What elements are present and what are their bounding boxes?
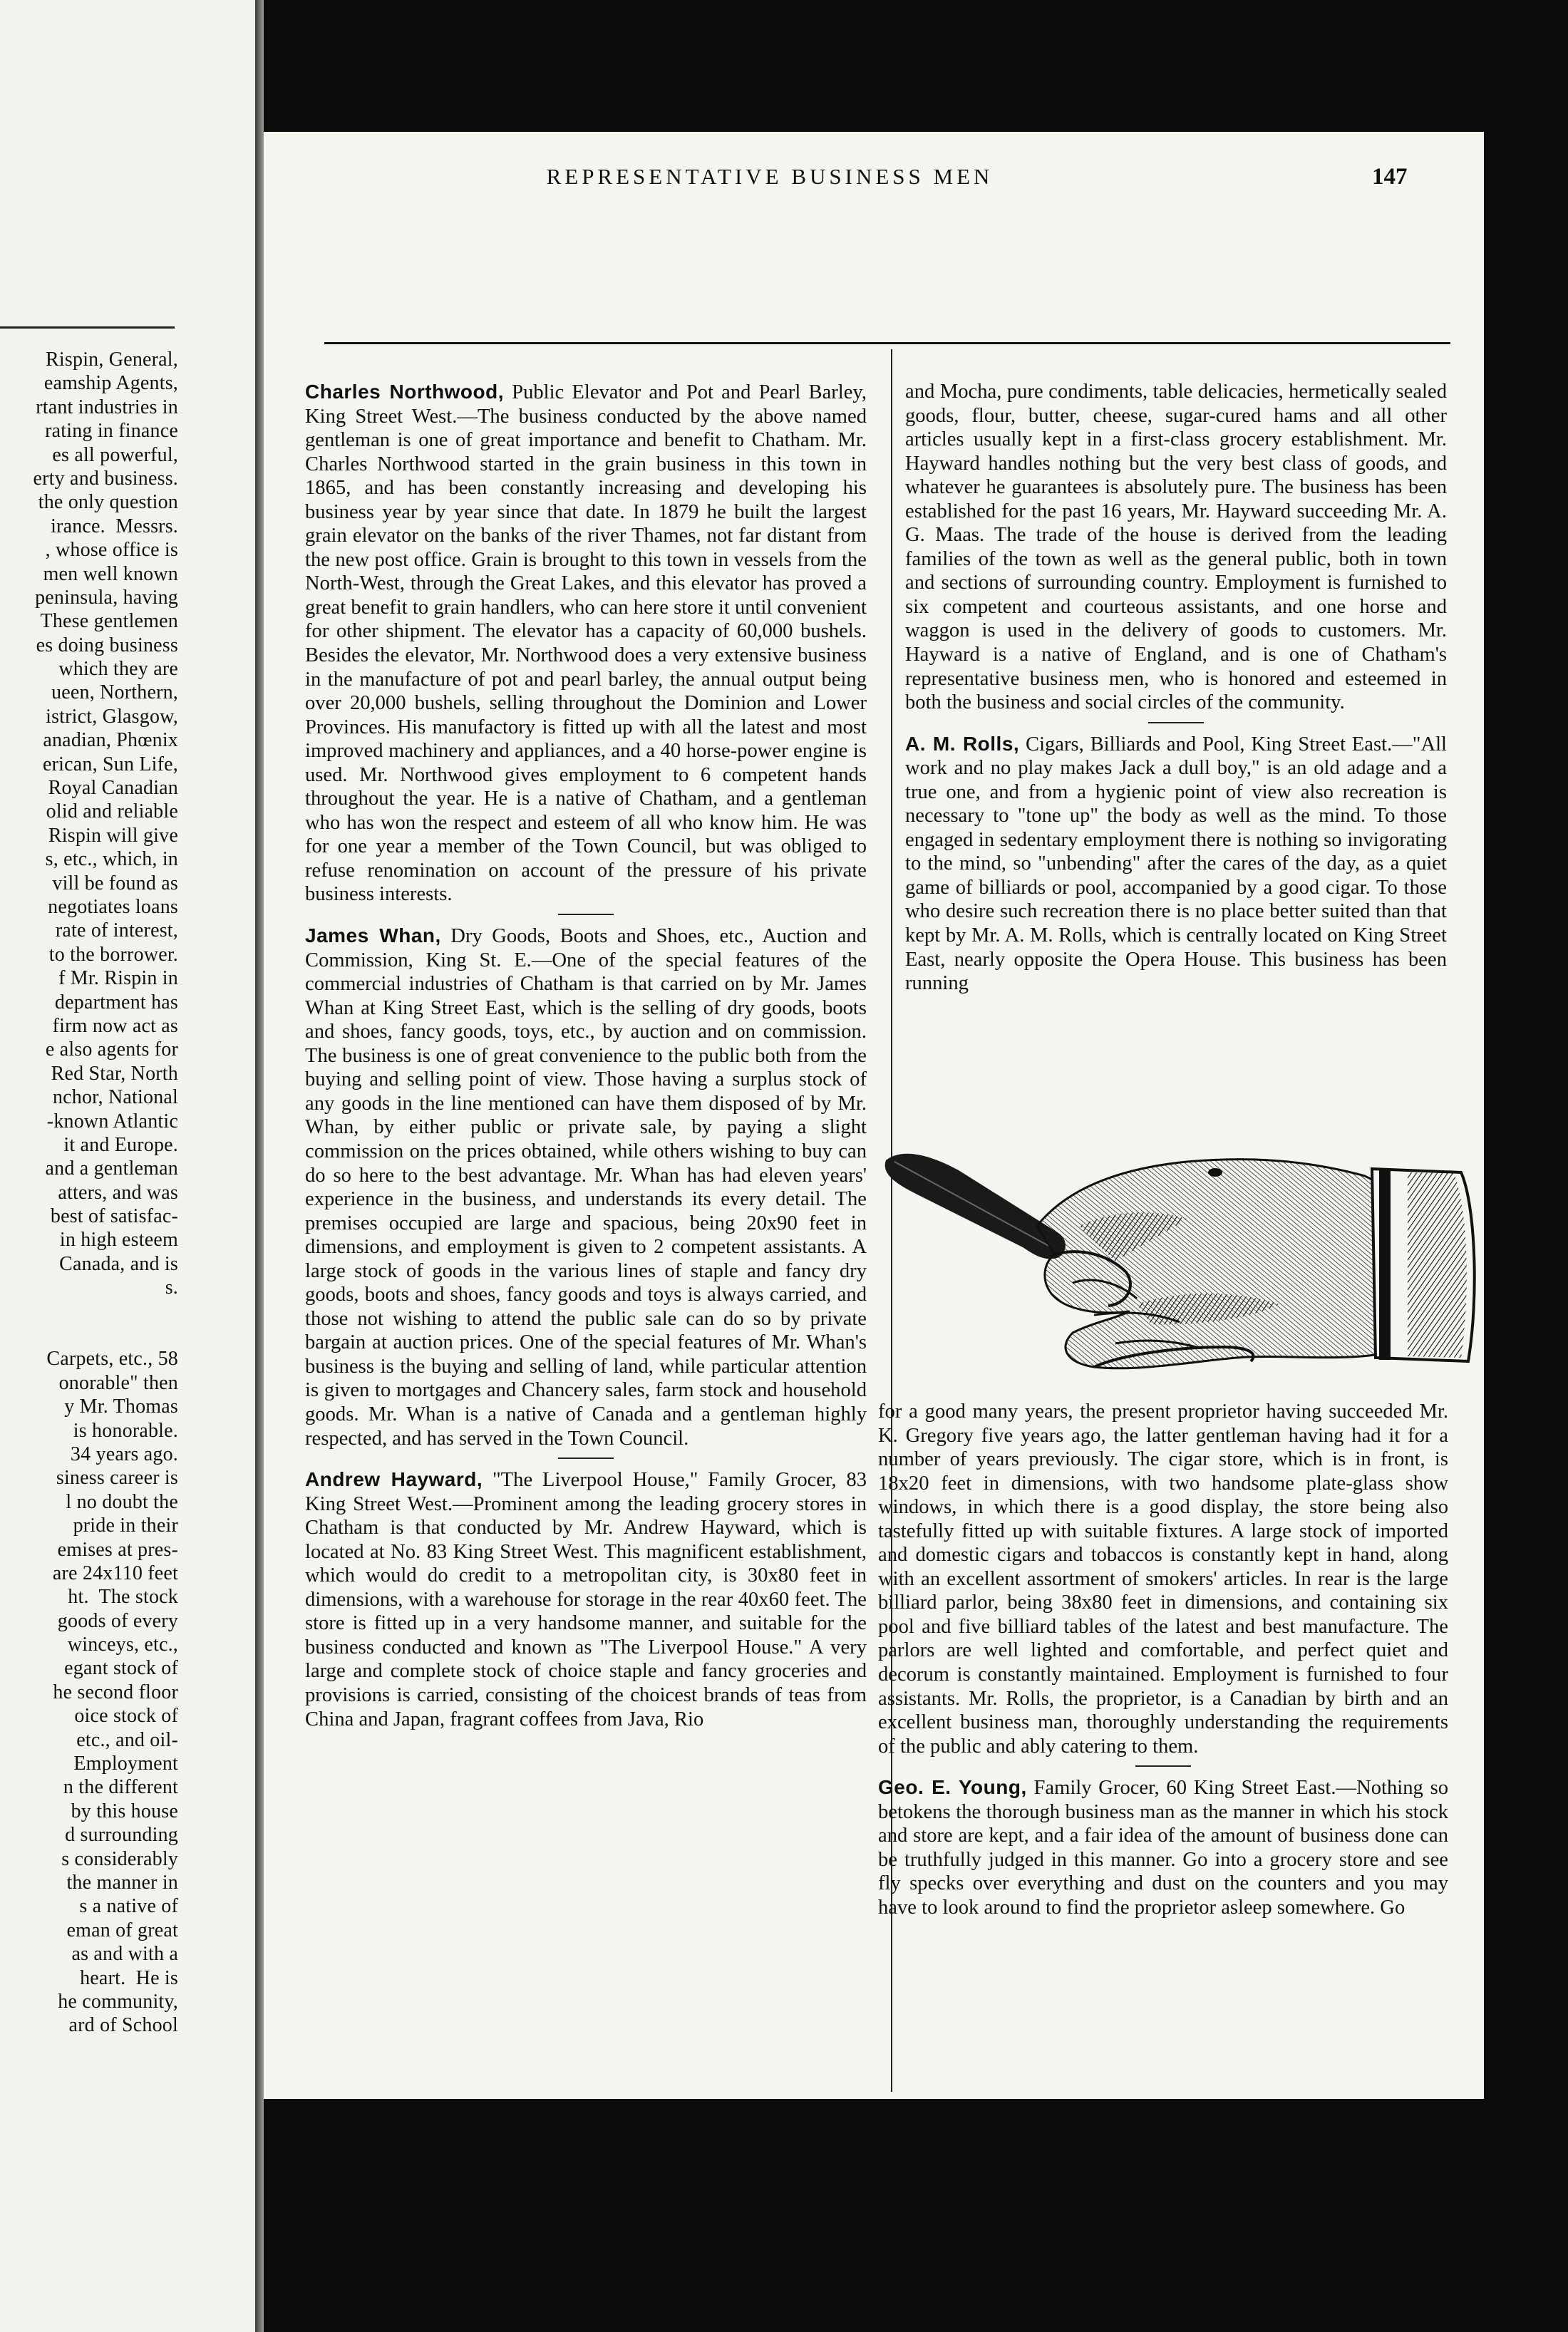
facing-page-line: it and Europe. <box>63 1133 178 1156</box>
facing-page-line: as and with a <box>71 1943 178 1966</box>
facing-page-line: men well known <box>43 562 178 585</box>
facing-page-line: Canada, and is <box>59 1252 178 1275</box>
facing-page-line: e also agents for <box>45 1038 178 1061</box>
gutter <box>255 0 264 2332</box>
right-column-top <box>905 380 1447 996</box>
facing-page-line: s considerably <box>61 1847 178 1870</box>
entry-body: Public Elevator and Pot and Pearl Barley, King Street West.—The business conducted by the above named gentleman is one of great importance and benefit to Chatham. Mr. Charles Northwood started in the grain business in this town in 1865, and has been constantly increasing and developing his business year by year since that date. In 1879 he built the largest grain elevator on the banks of the river Thames, not far distant from the new post office. Grain is brought to this town in vessels from the North-West, through the Great Lakes, and this elevator has proved a great benefit to grain handlers, who can here store it until convenient for other shipment. The elevator has a capacity of 60,000 bushels. Besides the elevator, Mr. Northwood does a very extensive business in the manufacture of pot and pearl barley, the annual output being over 20,000 bushels, selling throughout the Dominion and Lower Provinces. His manufactory is fitted up with all the latest and most improved machinery and appliances, and a 40 horse-power engine is used. Mr. Northwood gives employment to 6 competent hands throughout the year. He is a native of Chatham, and a gentleman who has won the respect and esteem of all who know him. He was for one year a member of the Town Council, but was obliged to refuse renomination on account of the pressure of his private business interests. <box>305 381 867 906</box>
entry-body: Dry Goods, Boots and Shoes, etc., Auction and Commission, King St. E.—One of the special features of the commercial industries of Chatham is that carried on by Mr. James Whan at King Street East, which is the selling of dry goods, boots and shoes, fancy goods, toys, etc., by auction and on commission. The business is one of great convenience to the public both from the buying and selling point of view. Those having a surplus stock of any goods in the line mentioned can have them disposed of by Mr. Whan, by either public or private sale, by paying a slight commission on the prices obtained, while others wishing to buy can do so here to the best advantage. Mr. Whan has had eleven years' experience in the business, and understands its every detail. The premises occupied are large and spacious, being 20x90 feet in dimensions, and employment is given to 2 competent assistants. A large stock of goods in the various lines of staple and fancy dry goods, boots and shoes, fancy goods and toys is always carried, and those not wishing to attend the public sale can do so by private bargain at auction prices. One of the special features of Mr. Whan's business is the buying and selling of land, while particular attention is given to mortgages and Chancery sales, farm stock and household goods. Mr. Whan is a native of Canada and a gentleman highly respected, and has served in the Town Council. <box>305 925 867 1450</box>
facing-page-line: are 24x110 feet <box>52 1562 178 1584</box>
entry-hayward-continued: and Mocha, pure condiments, table delicacies, hermetically sealed goods, flour, butter, cheese, sugar-cured hams and all other articles usually kept in a first-class grocery establishment. Mr. Hayward handles nothing but the very best class of goods, and whatever he guarantees is absolutely pure. The business has been established for the past 16 years, Mr. Hayward succeeding Mr. A. G. Maas. The trade of the house is derived from the leading families of the town as well as the general public, both in town and sections of surrounding country. Employment is furnished to six competent and courteous assistants, and one horse and waggon is used in the delivery of goods to customers. Mr. Hayward is a native of England, and is one of Chatham's representative business men, who is honored and esteemed in both the business and social circles of the community. <box>905 381 1447 714</box>
facing-page-line: is honorable. <box>73 1419 178 1442</box>
entry-body: "The Liverpool House," Family Grocer, 83 King Street West.—Prominent among the leading grocery stores in Chatham is that conducted by Mr. Andrew Hayward, which is located at No. 83 King Street West. This magnificent establishment, which would do credit to a metropolitan city, is 30x80 feet in dimensions, with a warehouse for storage in the rear 40x60 feet. The store is fitted up in a very handsome manner, and suitable for the business conducted and known as "The Liverpool House." A very large and complete stock of choice staple and fancy groceries and provisions is carried, consisting of the choicest brands of teas from China and Japan, fragrant coffees from Java, Rio <box>305 1469 867 1730</box>
facing-page-line: he community, <box>58 1990 178 2013</box>
entry-young <box>878 1775 1448 1919</box>
facing-page-line: eamship Agents, <box>43 372 178 395</box>
facing-page-line: egant stock of <box>64 1657 178 1680</box>
facing-page-line: Employment <box>73 1753 178 1775</box>
facing-page-line: erican, Sun Life, <box>43 753 178 775</box>
facing-page-line: s. <box>165 1276 178 1299</box>
facing-page-line: olid and reliable <box>46 800 178 823</box>
facing-page-line: es all powerful, <box>52 443 178 466</box>
facing-page-line: rtant industries in <box>36 396 178 418</box>
facing-page-line: es doing business <box>36 634 178 656</box>
entry-heading: James Whan, <box>305 924 441 947</box>
facing-page-line: Red Star, North <box>51 1062 178 1085</box>
facing-page-line: etc., and oil- <box>76 1728 178 1751</box>
facing-page-line: and a gentleman <box>45 1157 178 1180</box>
facing-page-line: he second floor <box>53 1681 178 1703</box>
running-head: REPRESENTATIVE BUSINESS MEN <box>546 164 994 189</box>
facing-page-line: erty and business. <box>33 467 178 490</box>
entry-heading: A. M. Rolls, <box>905 732 1020 755</box>
facing-page-line: peninsula, having <box>35 586 178 609</box>
facing-page <box>0 0 255 2332</box>
facing-page-line: the only question <box>38 491 178 514</box>
header-rule <box>324 342 1450 344</box>
facing-page-line: istrict, Glasgow, <box>46 705 178 728</box>
entry-separator <box>1135 1765 1191 1767</box>
facing-page-line: heart. He is <box>80 1966 178 1989</box>
facing-page-line: d surrounding <box>65 1824 178 1847</box>
entry-rolls-continued: for a good many years, the present proprietor having succeeded Mr. K. Gregory five years ago, the latter gentleman having had it for a number of years previously. The cigar store, which is in front, is 18x20 feet in dimensions, with two handsome plate-glass show windows, in which there is a good display, the store being also tastefully fitted up with suitable fixtures. A large stock of imported and domestic cigars and tobaccos is constantly kept in hand, along with an excellent assortment of smokers' articles. In rear is the large billiard parlor, being 38x80 feet in dimensions, and containing six pool and five billiard tables of the latest and best manufacture. The parlors are well lighted and comfortable, and perfect quiet and decorum is constantly maintained. Employment is furnished to four assistants. Mr. Rolls, the proprietor, is a Canadian by birth and an excellent business man, thoroughly understanding the requirements of the public and ably catering to them. <box>878 1400 1448 1758</box>
entry-rolls <box>905 732 1447 996</box>
facing-page-line: irance. Messrs. <box>51 515 178 537</box>
facing-page-line: oice stock of <box>74 1705 178 1728</box>
facing-page-line: f Mr. Rispin in <box>58 967 178 990</box>
facing-page-line: ht. The stock <box>68 1586 178 1609</box>
entry-heading: Geo. E. Young, <box>878 1776 1027 1799</box>
facing-page-line: department has <box>54 991 178 1013</box>
facing-page-rule <box>0 326 175 329</box>
entry-separator <box>558 1458 614 1459</box>
facing-page-line: pride in their <box>73 1515 178 1537</box>
facing-page-line: Carpets, etc., 58 <box>46 1348 178 1371</box>
facing-page-line: to the borrower. <box>48 943 178 966</box>
facing-page-line: the manner in <box>66 1872 178 1894</box>
entry-heading: Charles Northwood, <box>305 381 505 403</box>
facing-page-line: which they are <box>58 658 178 681</box>
entry-hayward <box>305 1467 867 1731</box>
entry-body: Cigars, Billiards and Pool, King Street East.—"All work and no play makes Jack a dull boy," is an old adage and a true one, and from a hygienic point of view also recreation is necessary to "tone up" the body as well as the mind. To those engaged in sedentary employment there is nothing so invigorating to the mind, so "unbending" after the cares of the day, as a quiet game of billiards or pool, accompanied by a good cigar. To those who desire such recreation there is no place better suited than that kept by Mr. A. M. Rolls, which is centrally located on King Street East, nearly opposite the Opera House. This business has been running <box>905 733 1447 995</box>
entry-whan <box>305 924 867 1450</box>
facing-page-line: by this house <box>71 1800 178 1822</box>
hand-with-cigar-illustration <box>880 1140 1486 1393</box>
left-column <box>305 380 867 1731</box>
facing-page-line: goods of every <box>57 1609 178 1632</box>
facing-page-line: n the different <box>63 1776 178 1799</box>
entry-northwood <box>305 380 867 907</box>
facing-page-line: Royal Canadian <box>48 777 178 800</box>
facing-page-line: emises at pres- <box>57 1538 178 1561</box>
facing-page-line: anadian, Phœnix <box>43 729 178 752</box>
facing-page-line <box>0 1324 178 1347</box>
facing-page-line: winceys, etc., <box>67 1634 178 1656</box>
facing-page-line: 34 years ago. <box>70 1443 178 1465</box>
facing-page-line: in high esteem <box>59 1229 178 1252</box>
right-column-bottom <box>878 1400 1448 1919</box>
facing-page-line: firm now act as <box>52 1014 178 1037</box>
facing-page-line: Rispin will give <box>48 824 178 847</box>
facing-page-line: onorable" then <box>58 1371 178 1394</box>
entry-body: Family Grocer, 60 King Street East.—Nothing so betokens the thorough business man as the manner in which his stock and store are kept, and a fair idea of the amount of business done can be truthfully judged in this manner. Go into a grocery store and see fly specks over everything and dust on the counters and you may have to look around to find the proprietor asleep somewhere. Go <box>878 1777 1448 1919</box>
facing-page-line: s, etc., which, in <box>45 848 178 871</box>
facing-page-line: siness career is <box>56 1467 178 1490</box>
facing-page-line: atters, and was <box>58 1181 178 1204</box>
facing-page-line <box>0 1300 178 1324</box>
facing-page-line: rate of interest, <box>55 919 178 942</box>
facing-page-line: Rispin, General, <box>46 349 178 371</box>
facing-page-text <box>0 348 178 2038</box>
entry-separator <box>558 914 614 915</box>
facing-page-line: best of satisfac- <box>50 1205 178 1228</box>
facing-page-line: eman of great <box>66 1919 178 1941</box>
facing-page-line: nchor, National <box>52 1086 178 1109</box>
entry-heading: Andrew Hayward, <box>305 1468 483 1491</box>
page-number: 147 <box>1372 164 1408 190</box>
facing-page-line: s a native of <box>79 1895 178 1918</box>
facing-page-line: l no doubt the <box>66 1490 178 1513</box>
facing-page-line: rating in finance <box>45 420 178 443</box>
facing-page-line: , whose office is <box>45 539 178 562</box>
entry-separator <box>1148 722 1204 723</box>
facing-page-line: negotiates loans <box>48 895 178 918</box>
facing-page-line: vill be found as <box>52 872 178 894</box>
facing-page-line: ueen, Northern, <box>51 681 178 704</box>
facing-page-line: y Mr. Thomas <box>64 1395 178 1418</box>
facing-page-line: ard of School <box>68 2014 178 2037</box>
facing-page-line: -known Atlantic <box>46 1110 178 1133</box>
facing-page-line: These gentlemen <box>40 610 178 633</box>
